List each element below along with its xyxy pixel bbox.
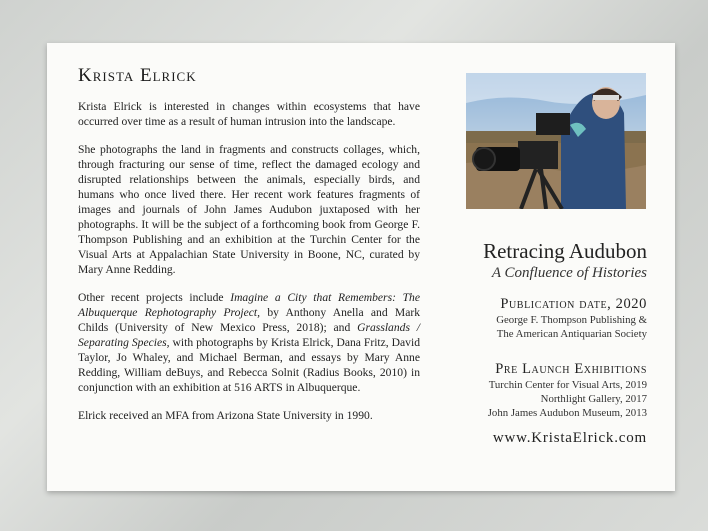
publication-line: The American Antiquarian Society — [496, 328, 647, 340]
website-url: www.KristaElrick.com — [492, 430, 647, 446]
artist-name: Krista Elrick — [78, 65, 197, 86]
project-title-2: Grasslands / Separating Species, — [78, 321, 421, 349]
bio-paragraph-education: Elrick received an MFA from Arizona State University in 1990. — [78, 409, 373, 422]
publication-heading: Publication date, 2020 — [500, 296, 647, 312]
photo-illustration — [466, 73, 646, 209]
bio-column — [78, 65, 420, 436]
publication-line: George F. Thompson Publishing & — [496, 314, 647, 326]
other-mid-1: by Anthony Anella and Mark Childs (University of New Mexico Press, 2018); and — [78, 306, 420, 334]
exhibitions-section — [442, 361, 647, 420]
other-projects-paragraph — [78, 290, 420, 395]
bio-paragraph-1: Krista Elrick is interested in changes within ecosystems that have occurred over time as a result of human intrusion into the landscape. — [78, 100, 420, 128]
bio-paragraph-2: She photographs the land in fragments and constructs collages, which, through fracturing our sense of time, reflect the damaged ecology and disrupted relationships between the animals, especially birds, and humans who once lived there. Her recent work features fragments of images and journals of John James Audubon juxtaposed with her photographs. It will be the subject of a forthcoming book from George F. Thompson Publishing and an exhibition at the Turchin Center for the Visual Arts at Appalachian State University in Boone, NC, curated by Mary Anne Redding. — [78, 143, 420, 276]
exhibition-line: Northlight Gallery, 2017 — [540, 393, 647, 405]
book-title: Retracing Audubon — [483, 239, 647, 263]
exhibition-line: Turchin Center for Visual Arts, 2019 — [488, 379, 647, 391]
other-mid-2: with photographs by Krista Elrick, Dana Fritz, David Taylor, Jo Whaley, and Michael Berman, and essays by Mary Anne Redding, William deBuys, and Rebecca Solnit (Radius Books, 2010) in conjunction with an exhibition at 516 ARTS in Albuquerque. — [78, 336, 420, 394]
book-subtitle: A Confluence of Histories — [491, 265, 647, 281]
artist-photo — [466, 73, 646, 209]
exhibition-line: John James Audubon Museum, 2013 — [487, 407, 647, 419]
project-title-1: Imagine a City that Remembers: The Albuquerque Rephotography Project, — [78, 291, 420, 319]
other-lead: Other recent projects include — [78, 291, 231, 304]
exhibitions-heading: Pre Launch Exhibitions — [495, 361, 647, 377]
postcard — [47, 43, 675, 491]
publication-section — [442, 296, 647, 341]
